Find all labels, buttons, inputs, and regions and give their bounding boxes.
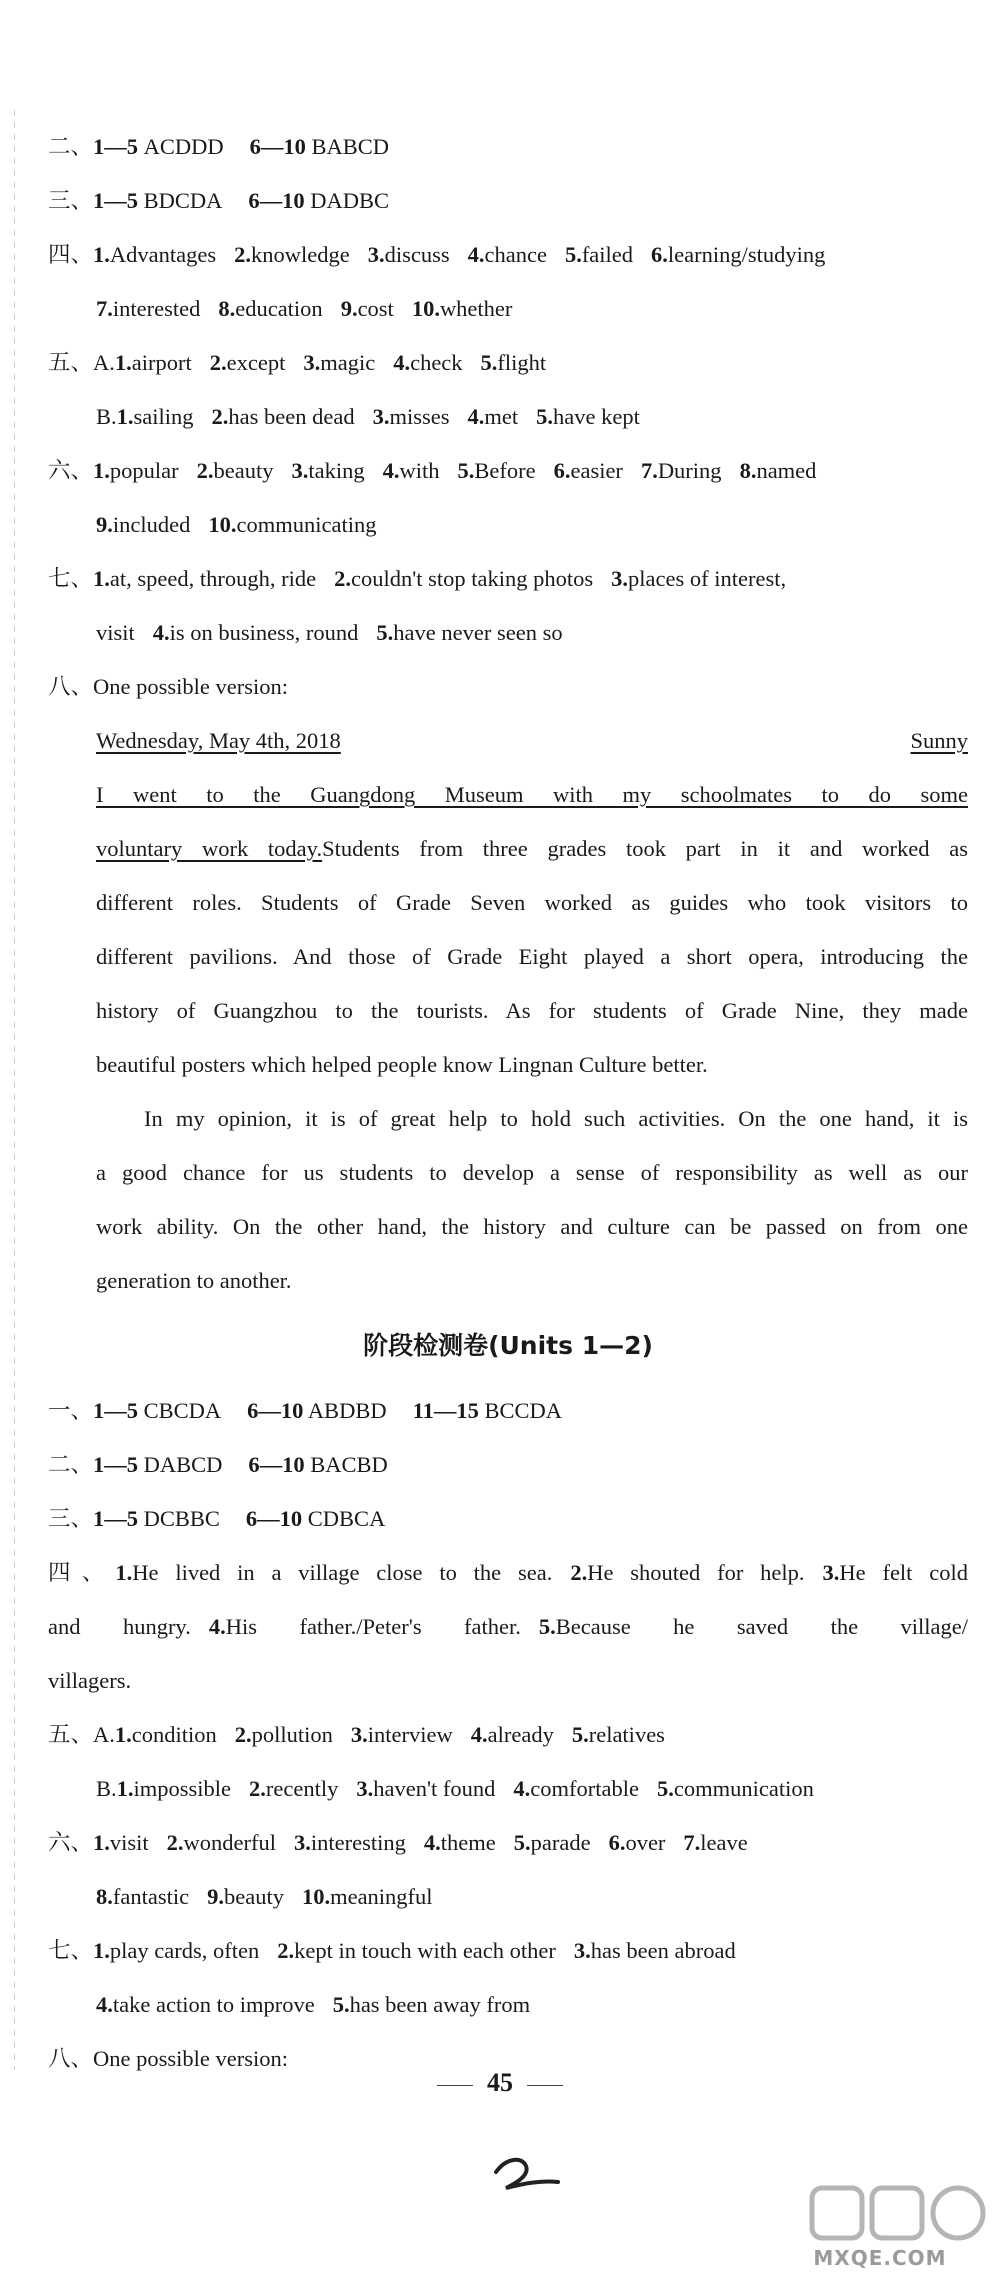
diary-header [48,714,968,768]
answer-line-liu: 六、1.visit 2.wonderful 3.interesting 4.theme 5.parade 6.over 7.leave [48,1830,748,1855]
answer-line-wu-a: 五、A.1.condition 2.pollution 3.interview 4.already 5.relatives [48,1722,665,1747]
essay-line: a good chance for us students to develop a sense of responsibility as well as our [96,1160,968,1185]
answer-line-ba: 八、One possible version: [48,2046,288,2071]
essay-line: history of Guangzhou to the tourists. As for students of Grade Nine, they made [96,998,968,1023]
answer-line-si: 四、1.Advantages 2.knowledge 3.discuss 4.chance 5.failed 6.learning/studying [48,242,826,267]
watermark-logo-icon [808,2180,988,2250]
answer-line-qi: 七、1.at, speed, through, ride 2.couldn't stop taking photos 3.places of interest, [48,566,787,591]
answer-line-wu-b: B.1.sailing 2.has been dead 3.misses 4.met 5.have kept [96,404,640,429]
answer-line-san: 三、1—5 BDCDA 6—10 DADBC [48,188,390,213]
essay-line: In my opinion, it is of great help to hold such activities. On the one hand, it is [144,1106,968,1131]
diary-weather: Sunny [910,728,968,753]
essay-line: voluntary work today.Students from three grades took part in it and worked as [96,836,968,861]
essay-line: generation to another. [96,1268,292,1293]
pen-scribble-icon [492,2150,562,2194]
answer-line-qi: 七、1.play cards, often 2.kept in touch with each other 3.has been abroad [48,1938,736,1963]
answer-line-san: 三、1—5 DCBBC 6—10 CDBCA [48,1506,386,1531]
binding-margin-line [14,110,15,2070]
answer-line-liu-cont: 8.fantastic 9.beauty 10.meaningful [96,1884,433,1909]
essay-line: beautiful posters which helped people know Lingnan Culture better. [96,1052,708,1077]
answer-line-qi-cont: visit 4.is on business, round 5.have never seen so [96,620,563,645]
answer-line-liu: 六、1.popular 2.beauty 3.taking 4.with 5.Before 6.easier 7.During 8.named [48,458,817,483]
answer-line-er: 二、1—5 DABCD 6—10 BACBD [48,1452,388,1477]
essay-line: different pavilions. And those of Grade Eight played a short opera, introducing the [96,944,968,969]
page-number: 45 [0,2068,1000,2098]
answer-line-si: 四、1.He lived in a village close to the sea. 2.He shouted for help. 3.He felt cold [48,1560,968,1585]
answer-line-qi-cont: 4.take action to improve 5.has been away from [96,1992,531,2017]
diary-date: Wednesday, May 4th, 2018 [96,728,341,753]
answer-line-ba: 八、One possible version: [48,674,288,699]
answer-line-si-cont: 7.interested 8.education 9.cost 10.whether [96,296,513,321]
answer-line-er: 二、1—5 ACDDD 6—10 BABCD [48,134,390,159]
answer-line-wu-a: 五、A.1.airport 2.except 3.magic 4.check 5.flight [48,350,547,375]
answer-line-liu-cont: 9.included 10.communicating [96,512,377,537]
section-title: 阶段检测卷(Units 1—2) [363,1331,653,1360]
answer-line-wu-b: B.1.impossible 2.recently 3.haven't found 4.comfortable 5.communication [96,1776,814,1801]
answer-content [48,120,968,2086]
answer-line-si-cont: and hungry. 4.His father./Peter's father. 5.Because he saved the village/ [48,1614,968,1639]
essay-line: work ability. On the other hand, the history and culture can be passed on from one [96,1214,968,1239]
answer-line-si-cont2: villagers. [48,1668,132,1693]
answer-line-yi: 一、1—5 CBCDA 6—10 ABDBD 11—15 BCCDA [48,1398,562,1423]
watermark-text: MXQE.COM [813,2246,947,2270]
essay-line: I went to the Guangdong Museum with my schoolmates to do some [96,782,968,807]
essay-line: different roles. Students of Grade Seven worked as guides who took visitors to [96,890,968,915]
